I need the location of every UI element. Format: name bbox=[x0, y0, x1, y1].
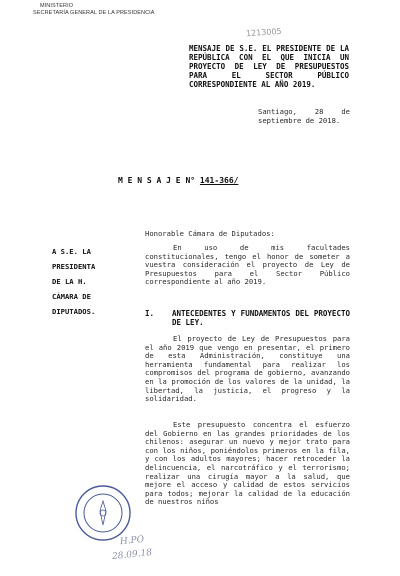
intro-paragraph: En uso de mis facultades constitucionales, tengo el honor de someter a vuestra consideración el proyecto de Ley de Presupuestos para el Sector Público correspondiente al año 2019. bbox=[145, 243, 350, 287]
recipient-line: DE LA H. bbox=[52, 277, 87, 286]
department-label: SECRETARÍA GENERAL DE LA PRESIDENCIA bbox=[33, 10, 155, 16]
mensaje-line bbox=[118, 176, 238, 185]
mensaje-prefix: N° bbox=[185, 176, 196, 185]
section-title: ANTECEDENTES Y FUNDAMENTOS DEL PROYECTO DE LEY. bbox=[172, 309, 350, 327]
scrawl-initials: H.PO bbox=[119, 534, 145, 548]
ministry-label: MINISTERIO bbox=[40, 3, 74, 9]
recipient-block bbox=[52, 244, 112, 319]
paragraph-2: Este presupuesto concentra el esfuerzo del Gobierno en las grandes prioridades de los chilenos: asegurar un nuevo y mejor trato para con los niños, poniéndolos primeros en la fila, y con los adultos mayores; hacer retroceder la delincuencia, el narcotráfico y el terrorismo; realizar una cirugía mayor a la salud, que mejore el acceso y calidad de estos servicios para todos; mejorar la calidad de la educación de nuestros niños bbox=[145, 420, 350, 507]
section-number: I. bbox=[145, 309, 155, 318]
recipient-line: CÁMARA DE bbox=[52, 292, 91, 301]
mensaje-number: 141-366/ bbox=[199, 176, 239, 185]
salutation: Honorable Cámara de Diputados: bbox=[145, 229, 275, 238]
recipient-line: DIPUTADOS. bbox=[52, 307, 96, 316]
document-title: MENSAJE DE S.E. EL PRESIDENTE DE LA REPÚBLICA CON EL QUE INICIA UN PROYECTO DE LEY DE PRESUPUESTOS PARA EL SECTOR PÚBLICO CORRESPONDIENTE AL AÑO 2019. bbox=[189, 44, 349, 89]
mensaje-label: M E N S A J E bbox=[118, 176, 181, 185]
handwritten-number: 1213005 bbox=[245, 26, 282, 39]
scrawl-date: 28.09.18 bbox=[111, 547, 153, 563]
place-date: Santiago, 28 de septiembre de 2018. bbox=[258, 107, 350, 125]
recipient-line: A S.E. LA bbox=[52, 247, 91, 256]
paragraph-1: El proyecto de Ley de Presupuestos para el año 2019 que vengo en presentar, el primero de esta Administración, constituye una herramienta fundamental para realizar los compromisos del programa de gobierno, avanzando en la promoción de los valores de la unidad, la libertad, la justicia, el progreso y la solidaridad. bbox=[145, 334, 350, 404]
recipient-line: PRESIDENTA bbox=[52, 262, 96, 271]
chamber-seal-icon bbox=[74, 484, 132, 542]
